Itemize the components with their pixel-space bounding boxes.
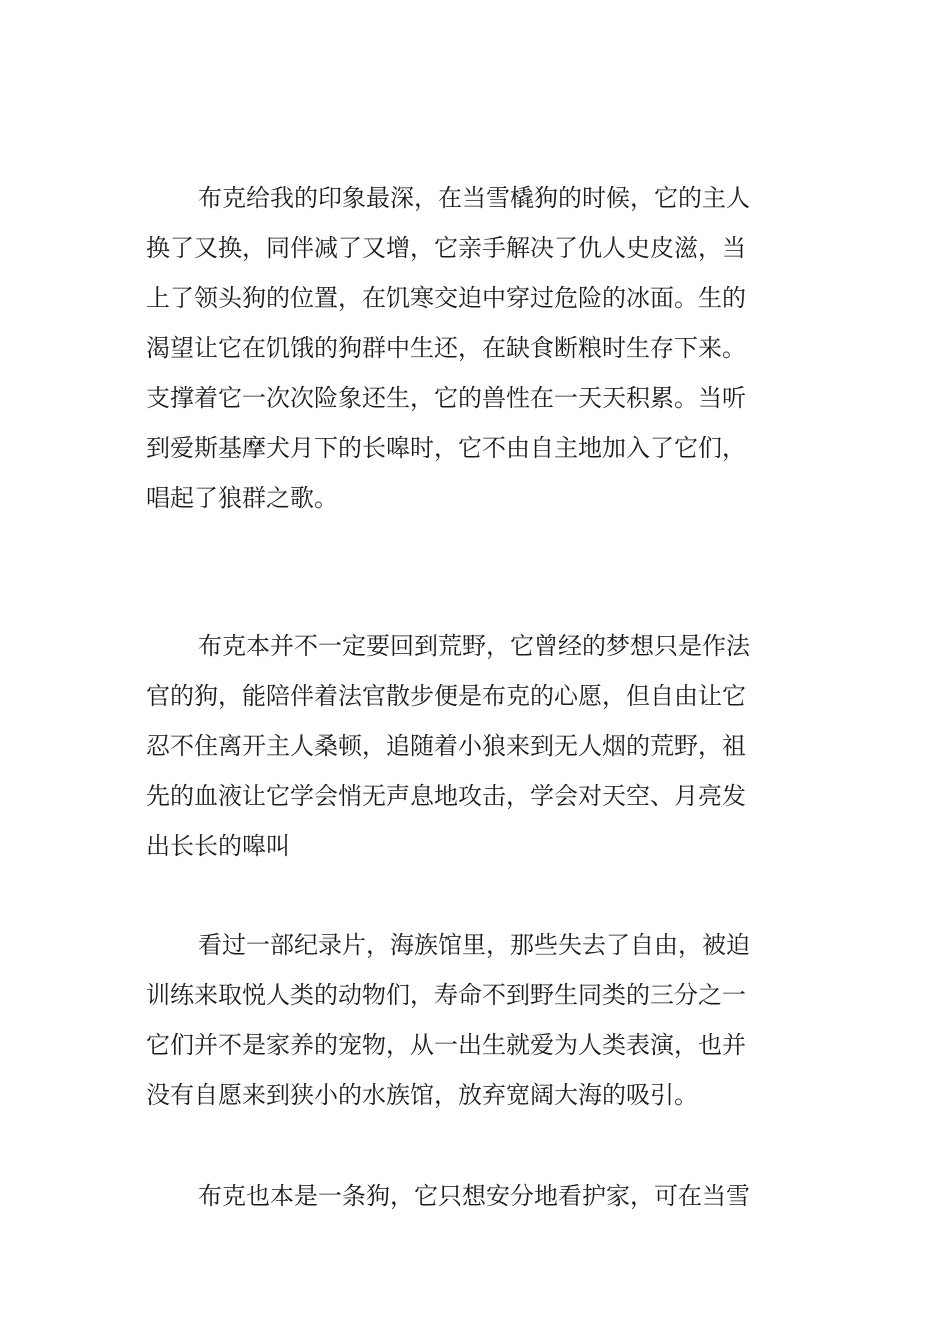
paragraph-1 <box>146 173 806 523</box>
paragraph-line: 支撑着它一次次险象还生，它的兽性在一天天积累。当听 <box>146 384 746 412</box>
paragraph-line: 换了又换，同伴减了又增，它亲手解决了仇人史皮滋，当 <box>146 234 746 262</box>
paragraph-line: 渴望让它在饥饿的狗群中生还，在缺食断粮时生存下来。 <box>146 334 746 362</box>
paragraph-line: 唱起了狼群之歌。 <box>146 484 338 512</box>
paragraph-line: 它们并不是家养的宠物，从一出生就爱为人类表演，也并 <box>146 1031 746 1059</box>
paragraph-line: 出长长的嗥叫 <box>146 832 290 860</box>
paragraph-line: 训练来取悦人类的动物们，寿命不到野生同类的三分之一 <box>146 981 746 1009</box>
paragraph-line: 上了领头狗的位置，在饥寒交迫中穿过危险的冰面。生的 <box>146 284 746 312</box>
paragraph-line: 看过一部纪录片，海族馆里，那些失去了自由，被迫 <box>198 931 750 959</box>
paragraph-line: 布克给我的印象最深，在当雪橇狗的时候，它的主人 <box>198 184 750 212</box>
paragraph-line: 到爱斯基摩犬月下的长嗥时，它不由自主地加入了它们， <box>146 434 746 462</box>
paragraph-line: 布克本并不一定要回到荒野，它曾经的梦想只是作法 <box>198 632 750 660</box>
paragraph-line: 没有自愿来到狭小的水族馆，放弃宽阔大海的吸引。 <box>146 1081 698 1109</box>
paragraph-line: 布克也本是一条狗，它只想安分地看护家，可在当雪 <box>198 1182 750 1210</box>
paragraph-line: 先的血液让它学会悄无声息地攻击，学会对天空、月亮发 <box>146 782 746 810</box>
paragraph-line: 忍不住离开主人桑顿，追随着小狼来到无人烟的荒野，祖 <box>146 732 746 760</box>
paragraph-line: 官的狗，能陪伴着法官散步便是布克的心愿，但自由让它 <box>146 682 746 710</box>
paragraph-4 <box>146 1171 806 1221</box>
paragraph-3 <box>146 920 806 1120</box>
paragraph-2 <box>146 621 806 871</box>
